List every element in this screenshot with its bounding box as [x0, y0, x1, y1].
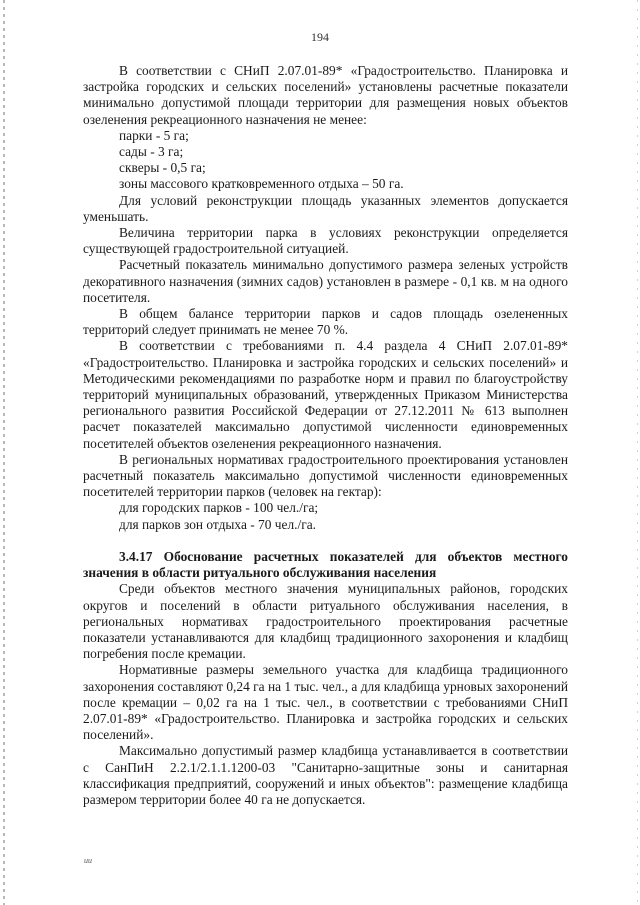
paragraph: Для условий реконструкции площадь указанных элементов допускается уменьшать.	[83, 192, 568, 224]
list-item: зоны массового кратковременного отдыха – 50 га.	[119, 176, 404, 192]
list-item: сады - 3 га;	[119, 144, 184, 160]
paragraph: Нормативные размеры земельного участка для кладбища традиционного захоронения составляют 0,24 га на 1 тыс. чел., а для кладбища урновых захоронений после кремации – 0,02 га на 1 тыс. чел., в соответствии с требованиями СНиП 2.07.01-89* «Градостроительство. Планировка и застройка городских и сельских поселений».	[83, 662, 568, 743]
scan-right-edge	[637, 0, 638, 905]
scan-left-edge	[3, 0, 5, 905]
document-body	[83, 63, 568, 808]
paragraph: Расчетный показатель минимально допустимого размера зеленых устройств декоративного назначения (зимних садов) установлен в размере - 0,1 кв. м на одного посетителя.	[83, 257, 568, 305]
list-item: для парков зон отдыха - 70 чел./га.	[119, 516, 316, 532]
paragraph: В соответствии с требованиями п. 4.4 раздела 4 СНиП 2.07.01-89* «Градостроительство. Планировка и застройка городских и сельских поселений» и Методическими рекомендациями по разработке норм и правил по благоустройству территорий муниципальных образований, утвержденных Приказом Министерства регионального развития Российской Федерации от 27.12.2011 № 613 выполнен расчет показателей максимально допустимой численности единовременных посетителей объектов озеленения рекреационного назначения.	[83, 338, 568, 451]
section-heading: 3.4.17 Обоснование расчетных показателей для объектов местного значения в области ритуального обслуживания населения	[83, 548, 568, 581]
list-item: парки - 5 га;	[119, 127, 189, 143]
paragraph: Максимально допустимый размер кладбища устанавливается в соответствии с СанПиН 2.2.1/2.1.1.1200-03 "Санитарно-защитные зоны и санитарная классификация предприятий, сооружений и иных объектов": размещение кладбища размером территории более 40 га не допускается.	[83, 743, 568, 807]
paragraph: В соответствии с СНиП 2.07.01-89* «Градостроительство. Планировка и застройка городских и сельских поселений» установлены расчетные показатели минимально допустимой площади территории для размещения новых объектов озеленения рекреационного назначения не менее:	[83, 63, 568, 127]
list-item: скверы - 0,5 га;	[119, 160, 206, 176]
footer-mark: ии	[84, 856, 92, 865]
paragraph: В региональных нормативах градостроительного проектирования установлен расчетный показатель максимально допустимой численности единовременных посетителей территории парков (человек на гектар):	[83, 451, 568, 500]
paragraph: В общем балансе территории парков и садов площадь озелененных территорий следует принимать не менее 70 %.	[83, 306, 568, 338]
paragraph: Среди объектов местного значения муниципальных районов, городских округов и поселений в области ритуального обслуживания населения, в региональных нормативах градостроительного проектирования расчетные показатели устанавливаются для кладбищ традиционного захоронения и кладбищ погребения после кремации.	[83, 581, 568, 662]
paragraph: Величина территории парка в условиях реконструкции определяется существующей градостроительной ситуацией.	[83, 225, 568, 257]
list-item: для городских парков - 100 чел./га;	[119, 500, 319, 516]
page-number: 194	[311, 30, 329, 44]
spacer	[83, 533, 568, 549]
